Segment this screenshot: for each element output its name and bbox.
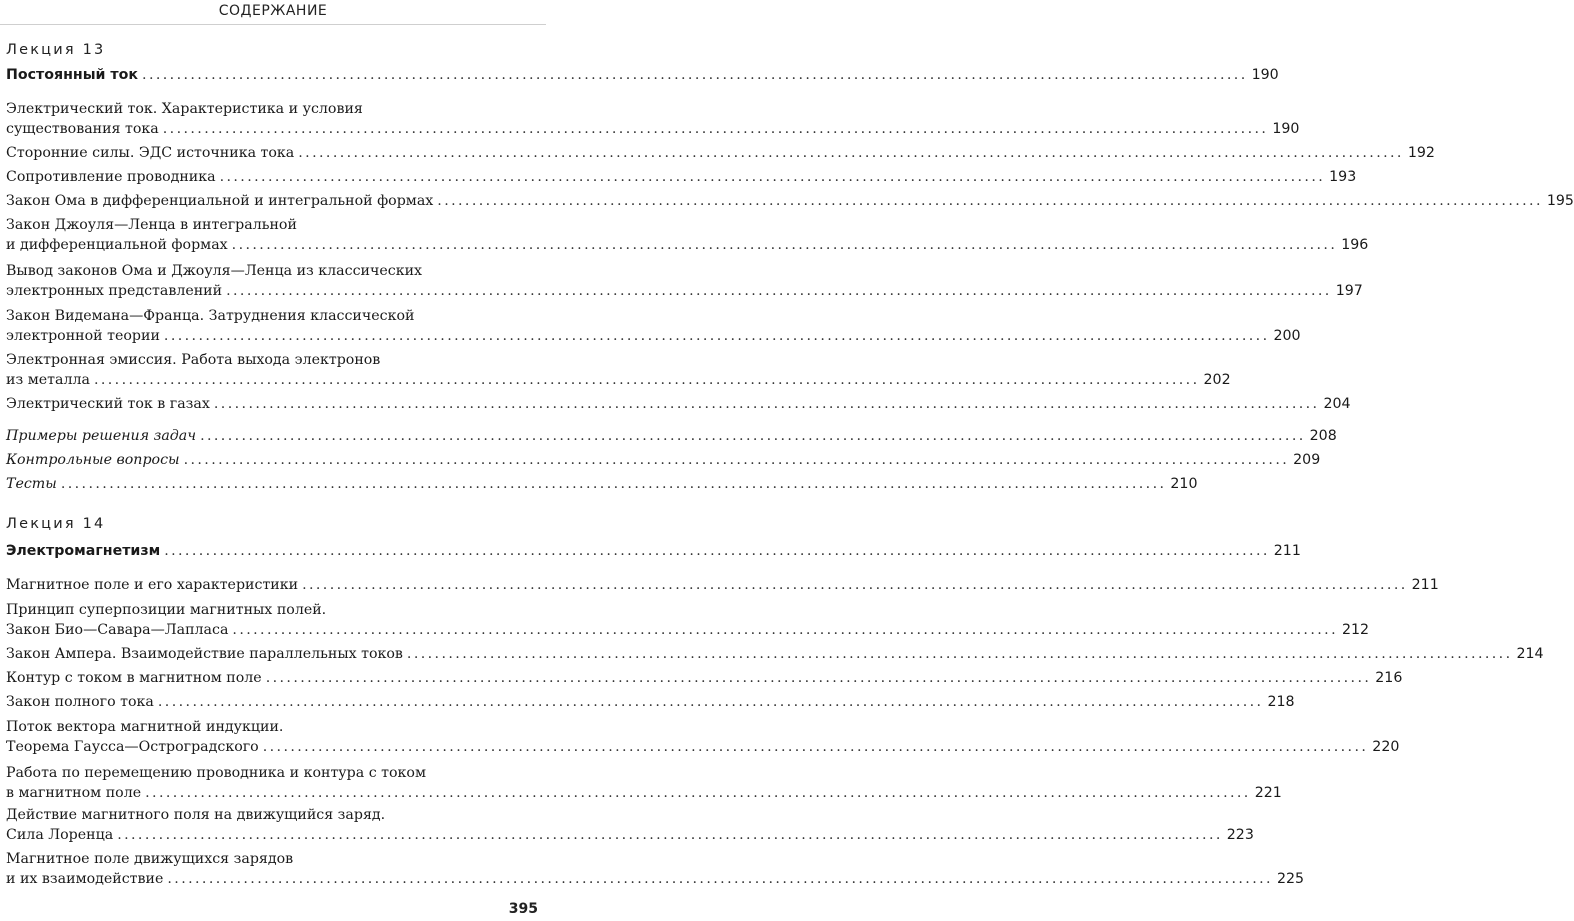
toc-entry-title: Закон Био—Савара—Лапласа (6, 622, 229, 638)
toc-page-number: 223 (1226, 827, 1254, 843)
toc-entry-joule-lenz[interactable] (6, 235, 1369, 255)
leader-dots: ................................................................................................................................................................ (406, 646, 1513, 662)
toc-entry-moving-charges[interactable] (6, 869, 1305, 889)
toc-entry-examples[interactable] (6, 426, 1337, 446)
toc-page-number: 214 (1516, 646, 1544, 662)
leader-dots: ................................................................................................................................................................ (226, 283, 1332, 299)
toc-entry-electric-current[interactable] (6, 119, 1300, 139)
toc-page-number: 221 (1254, 785, 1282, 801)
toc-page-number: 208 (1309, 428, 1337, 444)
toc-entry-resistance[interactable] (6, 167, 1357, 187)
toc-entry-title: электронных представлений (6, 283, 223, 299)
toc-entry-emission[interactable] (6, 370, 1231, 390)
toc-page-number: 204 (1323, 396, 1351, 412)
toc-heading-title: Электромагнетизм (6, 543, 161, 559)
toc-entry-line: Электрический ток. Характеристика и условия (6, 101, 363, 117)
lecture-14-label: Лекция 14 (6, 516, 106, 532)
toc-entry-gauss-theorem[interactable] (6, 737, 1400, 757)
leader-dots: ................................................................................................................................................................ (164, 543, 1270, 559)
toc-page-number: 211 (1273, 543, 1301, 559)
leader-dots: ................................................................................................................................................................ (183, 452, 1290, 468)
toc-entry-title: Закон полного тока (6, 694, 154, 710)
leader-dots: ................................................................................................................................................................ (213, 396, 1320, 412)
toc-page-number: 190 (1272, 121, 1300, 137)
toc-entry-line: Действие магнитного поля на движущийся заряд. (6, 807, 386, 823)
toc-entry-title: Тесты (6, 476, 57, 492)
toc-entry-ohm-law[interactable] (6, 191, 1574, 211)
toc-entry-title: Закон Ампера. Взаимодействие параллельных токов (6, 646, 403, 662)
leader-dots: ................................................................................................................................................................ (298, 145, 1404, 161)
toc-entry-title: Контрольные вопросы (6, 452, 180, 468)
toc-entry-title: Контур с током в магнитном поле (6, 670, 262, 686)
leader-dots: ................................................................................................................................................................ (265, 670, 1372, 686)
leader-dots: ................................................................................................................................................................ (302, 577, 1408, 593)
toc-entry-gases[interactable] (6, 394, 1351, 414)
toc-page-number: 210 (1170, 476, 1198, 492)
toc-entry-line: Закон Видемана—Франца. Затруднения классической (6, 308, 415, 324)
toc-entry-title: из металла (6, 372, 90, 388)
toc-entry-title: и дифференциальной формах (6, 237, 228, 253)
toc-entry-line: Электронная эмиссия. Работа выхода электронов (6, 352, 381, 368)
leader-dots: ................................................................................................................................................................ (163, 328, 1270, 344)
toc-page-number: 211 (1411, 577, 1439, 593)
toc-page-number: 212 (1341, 622, 1370, 638)
lecture-13-label: Лекция 13 (6, 42, 106, 58)
toc-entry-emf[interactable] (6, 143, 1435, 163)
leader-dots: ................................................................................................................................................................ (93, 372, 1200, 388)
toc-page-number: 196 (1341, 237, 1369, 253)
leader-dots: ................................................................................................................................................................ (142, 67, 1248, 83)
toc-entry-title: Теорема Гаусса—Остроградского (6, 739, 259, 755)
toc-page-number: 220 (1372, 739, 1400, 755)
leader-dots: ................................................................................................................................................................ (60, 476, 1167, 492)
toc-entry-ampere-law[interactable] (6, 644, 1544, 664)
toc-entry-magnetic-field[interactable] (6, 575, 1439, 595)
toc-entry-line: Поток вектора магнитной индукции. (6, 719, 284, 735)
leader-dots: ................................................................................................................................................................ (157, 694, 1264, 710)
leader-dots: ................................................................................................................................................................ (437, 193, 1543, 209)
toc-entry-title: существования тока (6, 121, 159, 137)
toc-page-number: 202 (1203, 372, 1231, 388)
toc-entry-title: Примеры решения задач (6, 428, 197, 444)
toc-page-number: 218 (1267, 694, 1295, 710)
leader-dots: ................................................................................................................................................................ (231, 237, 1338, 253)
toc-entry-wiedemann-franz[interactable] (6, 326, 1301, 346)
toc-entry-line: Закон Джоуля—Ленца в интегральной (6, 217, 297, 233)
leader-dots: ................................................................................................................................................................ (200, 428, 1306, 444)
leader-dots: ................................................................................................................................................................ (262, 739, 1369, 755)
toc-heading-direct-current[interactable] (6, 65, 1279, 85)
leader-dots: ................................................................................................................................................................ (162, 121, 1269, 137)
toc-entry-derivation[interactable] (6, 281, 1363, 301)
header-rule (0, 24, 546, 25)
toc-entry-work-in-field[interactable] (6, 783, 1282, 803)
leader-dots: ................................................................................................................................................................ (145, 785, 1251, 801)
toc-entry-biot-savart[interactable] (6, 620, 1370, 640)
toc-page-number: 195 (1546, 193, 1574, 209)
toc-entry-line: Принцип суперпозиции магнитных полей. (6, 602, 327, 618)
toc-page-number: 190 (1251, 67, 1279, 83)
toc-entry-lorentz-force[interactable] (6, 825, 1254, 845)
toc-page-number: 200 (1273, 328, 1301, 344)
running-head: СОДЕРЖАНИЕ (218, 3, 328, 19)
toc-entry-title: Сила Лоренца (6, 827, 114, 843)
toc-entry-current-loop[interactable] (6, 668, 1403, 688)
leader-dots: ................................................................................................................................................................ (232, 622, 1338, 638)
toc-entry-title: Сопротивление проводника (6, 169, 216, 185)
toc-entry-line: Работа по перемещению проводника и контура с током (6, 765, 426, 781)
toc-entry-title: электронной теории (6, 328, 160, 344)
toc-entry-title: Сторонние силы. ЭДС источника тока (6, 145, 295, 161)
toc-heading-title: Постоянный ток (6, 67, 139, 83)
toc-entry-title: и их взаимодействие (6, 871, 164, 887)
toc-page-number: 225 (1276, 871, 1305, 887)
toc-entry-questions[interactable] (6, 450, 1321, 470)
toc-entry-title: Магнитное поле и его характеристики (6, 577, 299, 593)
toc-page-number: 209 (1293, 452, 1321, 468)
toc-entry-total-current-law[interactable] (6, 692, 1295, 712)
leader-dots: ................................................................................................................................................................ (117, 827, 1223, 843)
toc-entry-title: в магнитном поле (6, 785, 142, 801)
toc-entry-line: Вывод законов Ома и Джоуля—Ленца из классических (6, 263, 423, 279)
leader-dots: ................................................................................................................................................................ (167, 871, 1273, 887)
toc-page-number: 197 (1335, 283, 1363, 299)
page-number: 395 (508, 901, 538, 917)
toc-entry-line: Магнитное поле движущихся зарядов (6, 851, 294, 867)
toc-page-number: 216 (1375, 670, 1403, 686)
toc-heading-electromagnetism[interactable] (6, 541, 1301, 561)
toc-entry-tests[interactable] (6, 474, 1198, 494)
toc-page-number: 192 (1407, 145, 1435, 161)
leader-dots: ................................................................................................................................................................ (219, 169, 1326, 185)
toc-page-number: 193 (1329, 169, 1357, 185)
toc-entry-title: Закон Ома в дифференциальной и интегральной формах (6, 193, 434, 209)
toc-entry-title: Электрический ток в газах (6, 396, 210, 412)
